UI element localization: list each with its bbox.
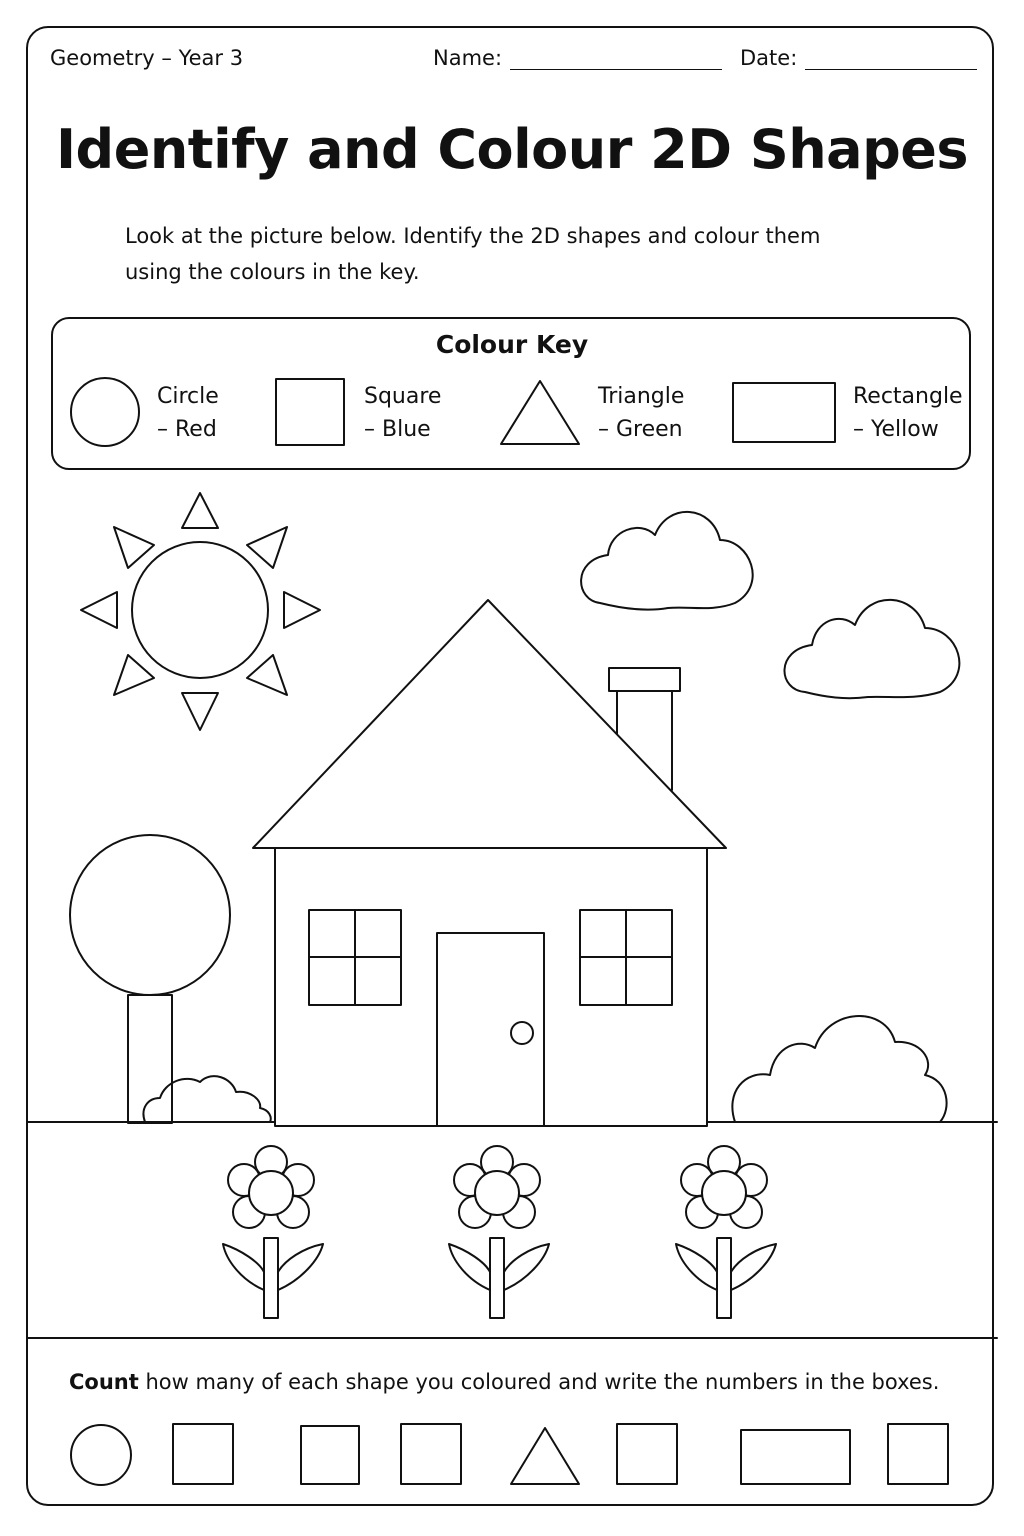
key-colour-label: – Blue — [364, 417, 431, 442]
count-rest-text: how many of each shape you coloured and write the numbers in the boxes. — [138, 1370, 940, 1394]
sun-ray-triangle[interactable] — [114, 527, 154, 568]
flower-icon[interactable] — [676, 1146, 776, 1318]
chimney-top-rectangle[interactable] — [609, 668, 680, 691]
count-instructions — [69, 1370, 939, 1394]
triangle-icon — [501, 381, 579, 444]
house-icon[interactable] — [253, 600, 726, 1126]
triangle-icon — [511, 1428, 579, 1484]
key-colour-label: – Red — [157, 417, 217, 442]
circle-icon — [71, 1425, 131, 1485]
key-shape-label: Square — [364, 384, 442, 409]
flower-stem-rectangle[interactable] — [717, 1238, 731, 1318]
answer-box[interactable] — [888, 1424, 948, 1484]
flower-icon[interactable] — [449, 1146, 549, 1318]
bush-icon[interactable] — [143, 1076, 270, 1122]
subject-label: Geometry – Year 3 — [50, 46, 244, 70]
flower-icon[interactable] — [223, 1146, 323, 1318]
tree-trunk-rectangle[interactable] — [128, 995, 172, 1123]
key-shape-label: Triangle — [598, 384, 685, 409]
bush-icon[interactable] — [732, 1016, 946, 1122]
tree-icon[interactable] — [70, 835, 230, 1123]
flower-centre-circle[interactable] — [249, 1171, 293, 1215]
sun-ray-triangle[interactable] — [182, 693, 218, 730]
sun-ray-triangle[interactable] — [182, 493, 218, 528]
name-label: Name: — [433, 46, 503, 70]
square-icon — [276, 379, 344, 445]
key-shape-label: Rectangle — [853, 384, 963, 409]
sun-ray-triangle[interactable] — [247, 527, 287, 568]
rectangle-icon — [741, 1430, 850, 1484]
page-title: Identify and Colour 2D Shapes — [55, 118, 969, 181]
instructions-line-1: Look at the picture below. Identify the 2D shapes and colour them — [125, 224, 821, 248]
sun-circle[interactable] — [132, 542, 268, 678]
sun-ray-triangle[interactable] — [247, 655, 287, 695]
flower-stem-rectangle[interactable] — [490, 1238, 504, 1318]
sun-ray-triangle[interactable] — [284, 592, 320, 628]
count-bold-word: Count — [69, 1370, 139, 1394]
square-icon — [301, 1426, 359, 1484]
key-shape-label: Circle — [157, 384, 219, 409]
cloud-icon[interactable] — [581, 512, 753, 610]
flower-stem-rectangle[interactable] — [264, 1238, 278, 1318]
sun-ray-triangle[interactable] — [114, 655, 154, 695]
key-colour-label: – Yellow — [853, 417, 939, 442]
tree-top-circle[interactable] — [70, 835, 230, 995]
answer-box[interactable] — [401, 1424, 461, 1484]
cloud-icon[interactable] — [784, 600, 959, 698]
sun-icon[interactable] — [81, 493, 320, 730]
colour-key-title: Colour Key — [435, 330, 589, 359]
flower-centre-circle[interactable] — [475, 1171, 519, 1215]
key-colour-label: – Green — [598, 417, 683, 442]
answer-box[interactable] — [617, 1424, 677, 1484]
rectangle-icon — [733, 383, 835, 442]
sun-ray-triangle[interactable] — [81, 592, 117, 628]
answer-box[interactable] — [173, 1424, 233, 1484]
flower-centre-circle[interactable] — [702, 1171, 746, 1215]
roof-triangle[interactable] — [253, 600, 726, 848]
house-wall-rectangle[interactable] — [275, 848, 707, 1126]
date-label: Date: — [740, 46, 798, 70]
circle-icon — [71, 378, 139, 446]
instructions-line-2: using the colours in the key. — [125, 260, 420, 284]
